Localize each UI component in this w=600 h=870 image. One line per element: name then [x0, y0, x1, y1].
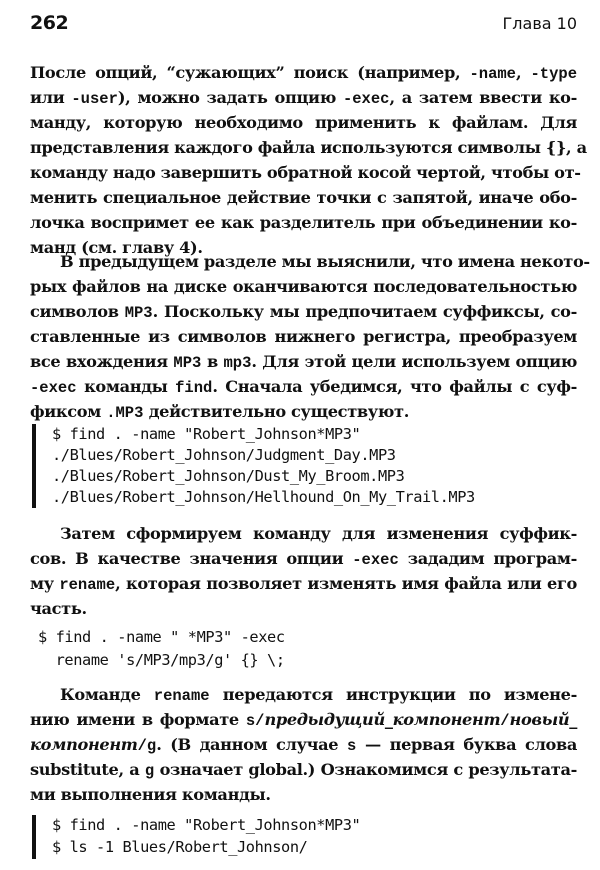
code-inline: s/ [245, 712, 265, 730]
code-line: $ find . -name " *MP3" -exec [38, 628, 285, 646]
code-line: ./Blues/Robert_Johnson/Dust_My_Broom.MP3 [52, 467, 405, 485]
text-span: все вхождения [30, 352, 174, 371]
text-line [30, 732, 577, 757]
text-line: рых файлов на диске оканчиваются последовательностью [30, 277, 577, 296]
text-span: . Сначала убедимся, что файлы с суф- [212, 377, 577, 396]
text-line: часть. [30, 599, 87, 618]
text-line [30, 399, 577, 424]
text-line [30, 85, 577, 110]
code-inline: -exec [342, 90, 390, 108]
text-span: в [201, 352, 224, 371]
code-block-bar [32, 424, 36, 508]
page-number: 262 [30, 12, 69, 34]
text-line [30, 682, 577, 707]
text-line [30, 571, 577, 596]
code-inline: .MP3 [106, 404, 144, 422]
text-span: Команде [60, 685, 154, 704]
text-span: передаются инструкции по измене- [209, 685, 577, 704]
code-inline: MP3 [124, 304, 153, 322]
text-span: му [30, 574, 60, 593]
text-span: нию имени в формате [30, 710, 246, 729]
code-inline: /g [137, 737, 157, 755]
text-italic: компонент [30, 735, 138, 754]
code-inline: -type [530, 65, 577, 83]
code-inline: -name [469, 65, 516, 83]
text-span: . Для этой цели используем опцию [251, 352, 578, 371]
text-span: действительно существуют. [143, 402, 409, 421]
code-inline: mp3 [223, 354, 252, 372]
text-line: ставленные из символов нижнего регистра, преобразуем [30, 327, 577, 346]
text-line [30, 374, 577, 399]
code-line: rename 's/MP3/mp3/g' {} \; [38, 651, 285, 669]
text-span: substitute, а [30, 760, 145, 779]
text-line [30, 349, 577, 374]
text-line: команду надо завершить обратной косой чертой, чтобы от- [30, 163, 581, 182]
code-inline: rename [59, 576, 116, 594]
text-line: манду, которую необходимо применить к файлам. Для [30, 113, 577, 132]
text-line [30, 757, 577, 782]
code-line: $ ls -1 Blues/Robert_Johnson/ [52, 838, 308, 856]
code-inline: / [500, 712, 510, 730]
text-span: , которая позволяет изменять имя файла или его [115, 574, 577, 593]
text-line [30, 60, 577, 85]
text-span: , а затем ввести ко- [389, 88, 577, 107]
text-line [30, 299, 577, 324]
text-line: В предыдущем разделе мы выяснили, что имена некото- [60, 252, 590, 271]
text-line: ми выполнения команды. [30, 785, 271, 804]
text-span: сов. В качестве значения опции [30, 549, 353, 568]
text-span: символов [30, 302, 125, 321]
code-line: $ find . -name "Robert_Johnson*MP3" [52, 816, 361, 834]
text-span: ), можно задать опцию [117, 88, 343, 107]
text-line: Затем сформируем команду для изменения суффик- [60, 524, 577, 543]
text-line [30, 707, 577, 732]
code-inline: MP3 [173, 354, 202, 372]
code-block-bar [32, 815, 36, 859]
text-line: манд (см. главу 4). [30, 238, 203, 257]
text-span: означает global.) Ознакомимся с результата- [154, 760, 577, 779]
text-span: . Поскольку мы предпочитаем суффиксы, со- [152, 302, 577, 321]
text-line: лочка воспримет ее как разделитель при объединении ко- [30, 213, 577, 232]
code-inline: g [144, 762, 155, 780]
code-line: ./Blues/Robert_Johnson/Hellhound_On_My_Trail.MP3 [52, 488, 475, 506]
text-line: менить специальное действие точки с запятой, иначе обо- [30, 188, 577, 207]
code-line: $ find . -name "Robert_Johnson*MP3" [52, 425, 361, 443]
code-inline: -exec [30, 379, 77, 397]
code-inline: s [346, 737, 357, 755]
code-inline: -user [71, 90, 118, 108]
text-span: . (В данном случае [156, 735, 347, 754]
text-line: представления каждого файла используются символы {}, а [30, 138, 587, 157]
text-italic: предыдущий_компонент [264, 710, 501, 729]
text-span: — первая буква слова [356, 735, 577, 754]
code-line: ./Blues/Robert_Johnson/Judgment_Day.MP3 [52, 446, 396, 464]
text-span: команды [76, 377, 176, 396]
text-span: После опций, “сужающих” поиск (например, [30, 63, 470, 82]
text-span: зададим програм- [398, 549, 577, 568]
text-italic: новый_ [509, 710, 577, 729]
text-span: или [30, 88, 72, 107]
code-inline: find [175, 379, 213, 397]
text-span: , [515, 63, 531, 82]
chapter-title: Глава 10 [502, 14, 577, 33]
code-inline: -exec [352, 551, 399, 569]
text-line [30, 546, 577, 571]
code-inline: rename [153, 687, 210, 705]
text-span: фиксом [30, 402, 107, 421]
